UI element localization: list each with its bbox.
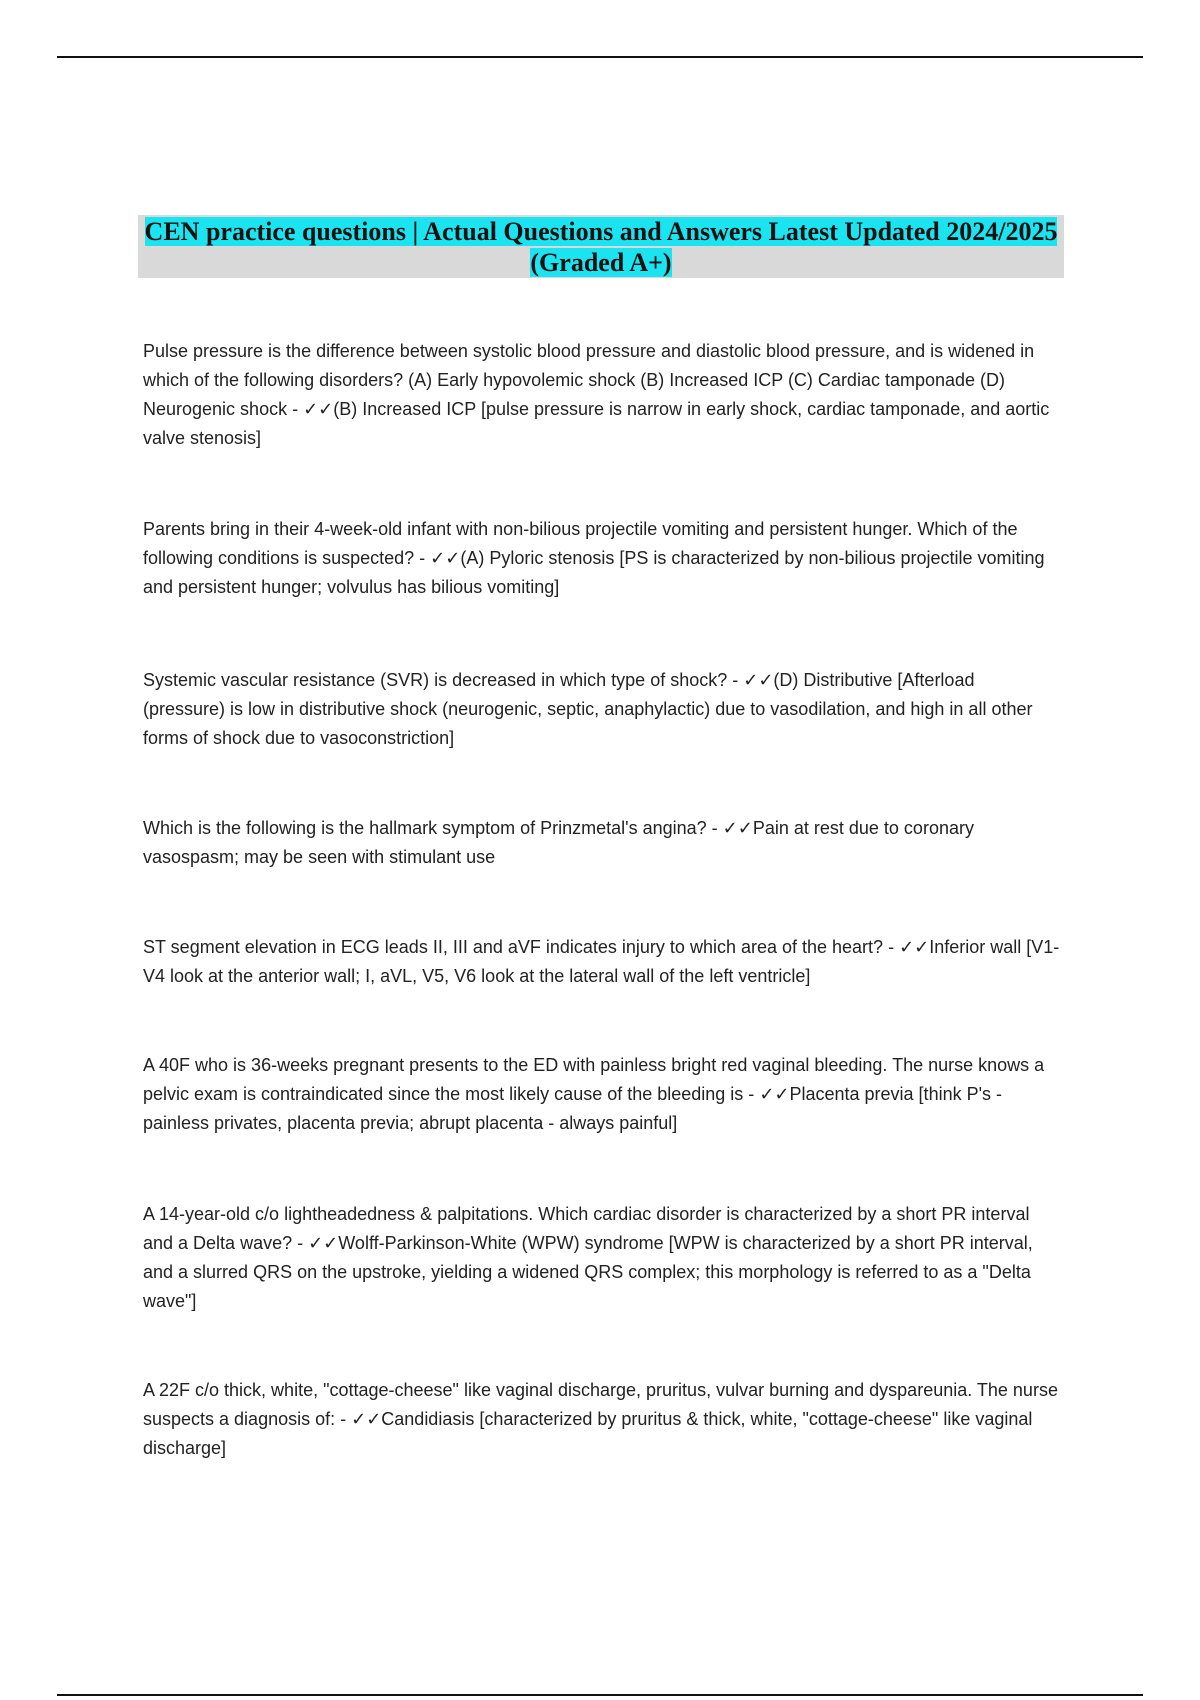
answer-text: Pain at rest due to coronary vasospasm; may be seen with stimulant use bbox=[143, 818, 974, 867]
question-text: A 22F c/o thick, white, "cottage-cheese" like vaginal discharge, pruritus, vulvar burning and dyspareunia. The nurse suspects a diagnosis of: - bbox=[143, 1380, 1058, 1429]
question-item bbox=[143, 337, 1061, 453]
checkmark-icon: ✓✓ bbox=[722, 818, 753, 839]
question-item bbox=[143, 1051, 1061, 1138]
question-text: ST segment elevation in ECG leads II, III and aVF indicates injury to which area of the heart? - bbox=[143, 937, 900, 957]
checkmark-icon: ✓✓ bbox=[430, 548, 461, 569]
question-text: Parents bring in their 4-week-old infant with non-bilious projectile vomiting and persistent hunger. Which of the following conditions is suspected? - bbox=[143, 519, 1018, 568]
document-title-band bbox=[138, 215, 1064, 278]
answer-text: Inferior wall [V1-V4 look at the anterior wall; I, aVL, V5, V6 look at the lateral wall of the left ventricle] bbox=[143, 937, 1060, 986]
question-item bbox=[143, 814, 1061, 872]
checkmark-icon: ✓✓ bbox=[303, 399, 334, 420]
answer-text: (A) Pyloric stenosis [PS is characterized by non-bilious projectile vomiting and persistent hunger; volvulus has bilious vomiting] bbox=[143, 548, 1045, 597]
checkmark-icon: ✓✓ bbox=[899, 937, 930, 958]
checkmark-icon: ✓✓ bbox=[743, 670, 774, 691]
question-item bbox=[143, 666, 1061, 753]
document-title: CEN practice questions | Actual Questions and Answers Latest Updated 2024/2025 (Graded A+) bbox=[144, 217, 1058, 277]
checkmark-icon: ✓✓ bbox=[351, 1409, 382, 1430]
question-item bbox=[143, 1200, 1061, 1316]
answer-text: Wolff-Parkinson-White (WPW) syndrome [WPW is characterized by a short PR interval, and a slurred QRS on the upstroke, yielding a widened QRS complex; this morphology is referred to as a "Delta wave"] bbox=[143, 1233, 1033, 1311]
question-text: Systemic vascular resistance (SVR) is decreased in which type of shock? - bbox=[143, 670, 744, 690]
checkmark-icon: ✓✓ bbox=[308, 1233, 339, 1254]
question-text: Which is the following is the hallmark symptom of Prinzmetal's angina? - bbox=[143, 818, 723, 838]
top-rule bbox=[57, 56, 1143, 58]
question-text: A 14-year-old c/o lightheadedness & palpitations. Which cardiac disorder is characterized by a short PR interval and a Delta wave? - bbox=[143, 1204, 1030, 1253]
answer-text: (D) Distributive [Afterload (pressure) is low in distributive shock (neurogenic, septic, anaphylactic) due to vasodilation, and high in all other forms of shock due to vasoconstriction] bbox=[143, 670, 1033, 748]
question-item bbox=[143, 1376, 1061, 1463]
question-item bbox=[143, 515, 1061, 602]
bottom-rule bbox=[57, 1694, 1143, 1696]
answer-text: Candidiasis [characterized by pruritus & thick, white, "cottage-cheese" like vaginal discharge] bbox=[143, 1409, 1033, 1458]
question-item bbox=[143, 933, 1061, 991]
checkmark-icon: ✓✓ bbox=[759, 1084, 790, 1105]
question-text: A 40F who is 36-weeks pregnant presents to the ED with painless bright red vaginal bleeding. The nurse knows a pelvic exam is contraindicated since the most likely cause of the bleeding is - bbox=[143, 1055, 1045, 1104]
answer-text: (B) Increased ICP [pulse pressure is narrow in early shock, cardiac tamponade, and aortic valve stenosis] bbox=[143, 399, 1050, 448]
question-text: Pulse pressure is the difference between systolic blood pressure and diastolic blood pressure, and is widened in which of the following disorders? (A) Early hypovolemic shock (B) Increased ICP (C) Cardiac tamponade (D) Neurogenic shock - bbox=[143, 341, 1035, 419]
answer-text: Placenta previa [think P's - painless privates, placenta previa; abrupt placenta - always painful] bbox=[143, 1084, 1003, 1133]
